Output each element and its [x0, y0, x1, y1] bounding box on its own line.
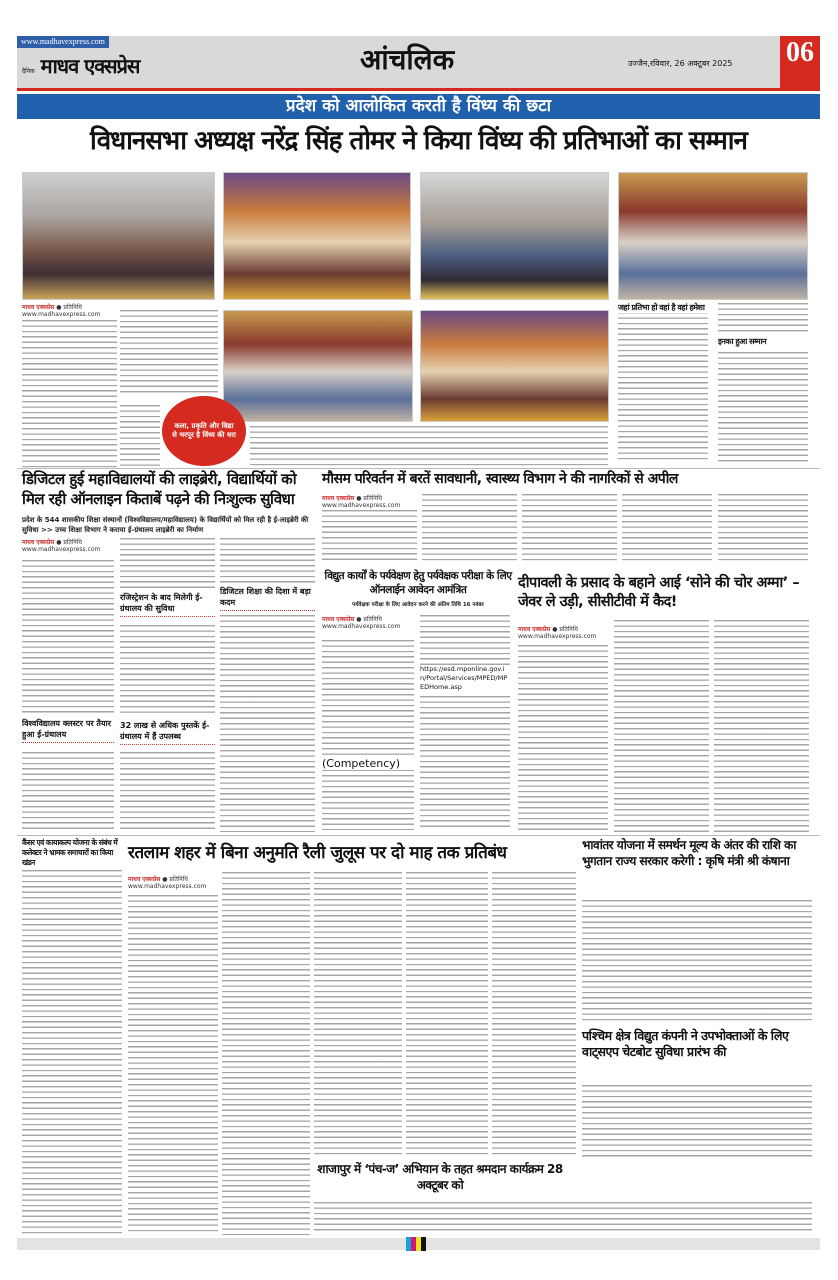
subhead: डिजिटल शिक्षा की दिशा में बड़ा कदम: [220, 586, 315, 611]
headline-theft: दीपावली के प्रसाद के बहाने आई ‘सोने की चोर अम्मा’ –जेवर ले उड़ी, सीसीटीवी में कैद!: [518, 575, 800, 610]
article-column: [618, 312, 708, 462]
headline-shajapur: शाजापुर में ‘पंच-ज’ अभियान के तहत श्रमदान कार्यक्रम 28 अक्टूबर को: [317, 1162, 563, 1192]
divider: [17, 468, 820, 469]
article-column: [492, 872, 576, 1158]
section-title: आंचलिक: [360, 43, 455, 76]
subhead: विश्वविद्यालय क्लस्टर पर तैयार हुआ ई-ग्रंथालय: [22, 718, 114, 743]
article-column: [120, 752, 215, 832]
headline-whatsapp: पश्चिम क्षेत्र विद्युत कंपनी ने उपभोक्ताओं के लिए वाट्सएप चेटबोट सुविधा प्रारंभ की: [582, 1028, 789, 1060]
byline: माधव एक्सप्रेस ● प्रतिनिधि www.madhavexpress.com: [22, 304, 101, 318]
headline-weather: मौसम परिवर्तन में बरतें सावधानी, स्वास्थ्य विभाग ने की नागरिकों से अपील: [322, 471, 678, 487]
headline-library: डिजिटल हुई महाविद्यालयों की लाइब्रेरी, विद्यार्थियों को मिल रही ऑनलाइन किताबें पढ़ने की निःशुल्क सुविधा: [22, 470, 297, 508]
article-column: [322, 510, 417, 562]
article-column: [120, 538, 215, 588]
headline-cancer: कैंसर एवं कायाकल्प योजना के संबंध में कलेक्टर ने भ्रामक समाचारों का किया खंडन: [22, 838, 118, 867]
article-column: [718, 494, 808, 562]
article-column: [322, 640, 414, 830]
article-column: [622, 494, 712, 562]
article-column: [422, 494, 517, 562]
article-column: [220, 538, 315, 583]
callout-text: कला, प्रकृति और विद्या से भरपूर है विंध्य की धरा: [172, 421, 236, 439]
article-column: [406, 872, 488, 1158]
website-url[interactable]: www.madhavexpress.com: [17, 36, 109, 48]
article-column: [22, 752, 114, 832]
subheadline-library: प्रदेश के 544 शासकीय शिक्षा संस्थानों (विश्वविद्यालय/महाविद्यालय) के विद्यार्थियों को मिल रही है ई-लाइब्रेरी की सुविधा >> उच्च शिक्षा विभाग ने कराया ई-ग्रंथालय लाइब्रेरी का निर्माण: [22, 516, 309, 535]
article-column: [420, 615, 510, 830]
article-column: [582, 900, 812, 1022]
article-column: [120, 625, 215, 717]
main-headline: विधानसभा अध्यक्ष नरेंद्र सिंह तोमर ने किया विंध्य की प्रतिभाओं का सम्मान: [90, 126, 747, 156]
paper-name: माधव एक्सप्रेस: [40, 54, 140, 78]
byline: माधव एक्सप्रेस ● प्रतिनिधि www.madhavexpress.com: [22, 539, 101, 553]
byline: माधव एक्सप्रेस ● प्रतिनिधि www.madhavexpress.com: [322, 495, 401, 509]
article-column: [314, 872, 402, 1158]
dateline: उज्जैन,रविवार, 26 अक्टूबर 2025: [628, 59, 733, 68]
event-photo: [420, 172, 609, 300]
article-column: [582, 1085, 812, 1160]
article-column: [614, 620, 709, 832]
article-column: [718, 352, 808, 464]
event-photo: [22, 172, 215, 300]
divider: [17, 835, 820, 836]
subhead: 32 लाख से अधिक पुस्तकें ई-ग्रंथालय में हैं उपलब्ध: [120, 720, 215, 745]
headline-bhavantar: भावांतर योजना में समर्थन मूल्य के अंतर की राशि का भुगतान राज्य सरकार करेगी : कृषि मंत्री श्री कंषाना: [582, 838, 796, 868]
byline: माधव एक्सप्रेस ● प्रतिनिधि www.madhavexpress.com: [322, 616, 401, 630]
article-column: [222, 872, 310, 1235]
byline: माधव एक्सप्रेस ● प्रतिनिधि www.madhavexpress.com: [128, 876, 207, 890]
byline: माधव एक्सप्रेस ● प्रतिनिधि www.madhavexpress.com: [518, 626, 597, 640]
article-column: [220, 615, 315, 832]
article-column: [120, 310, 218, 394]
subhead: रजिस्ट्रेशन के बाद मिलेगी ई-ग्रंथालय की सुविधा: [120, 592, 215, 617]
cmyk-swatch-black: [421, 1237, 426, 1251]
callout-circle: [162, 396, 246, 466]
paper-prefix: दैनिक: [22, 68, 35, 75]
article-column: [718, 303, 808, 333]
article-column: [120, 405, 160, 467]
event-photo: [223, 172, 411, 300]
event-photo: [420, 310, 609, 422]
headline-exam: विद्युत कार्यों के पर्यवेक्षण हेतु पर्यवेक्षक परीक्षा के लिए ऑनलाईन आवेदन आमंत्रित: [324, 570, 512, 596]
article-column: [250, 426, 608, 466]
article-column: [714, 620, 809, 832]
headline-ratlam: रतलाम शहर में बिना अनुमति रैली जुलूस पर दो माह तक प्रतिबंध: [128, 843, 507, 863]
subhead: इनका हुआ सम्मान: [718, 337, 767, 346]
page-number: 06: [780, 36, 820, 91]
event-photo: [223, 310, 413, 422]
article-column: [22, 320, 117, 470]
article-column: [22, 870, 122, 1235]
article-column: [314, 1202, 812, 1234]
section-banner: प्रदेश को आलोकित करती है विंध्य की छटा: [17, 94, 820, 119]
subheadline-exam: पर्यवेक्षक परीक्षा के लिए आवेदन करने की अंतिम तिथि 16 नवंबर: [352, 602, 484, 608]
competency-text: (Competency): [322, 758, 414, 770]
paper-logo: [22, 52, 139, 79]
application-link[interactable]: https://esd.mponline.gov.in/Portal/Services/MPED/MPEDHome.asp: [420, 665, 510, 692]
article-column: [128, 895, 218, 1235]
event-photo: [618, 172, 808, 300]
photo-caption-heading: जहां प्रतिभा हो वहां है वहां हमेशा: [618, 303, 713, 313]
article-column: [522, 494, 617, 562]
article-column: [22, 560, 114, 715]
article-column: [518, 645, 608, 832]
